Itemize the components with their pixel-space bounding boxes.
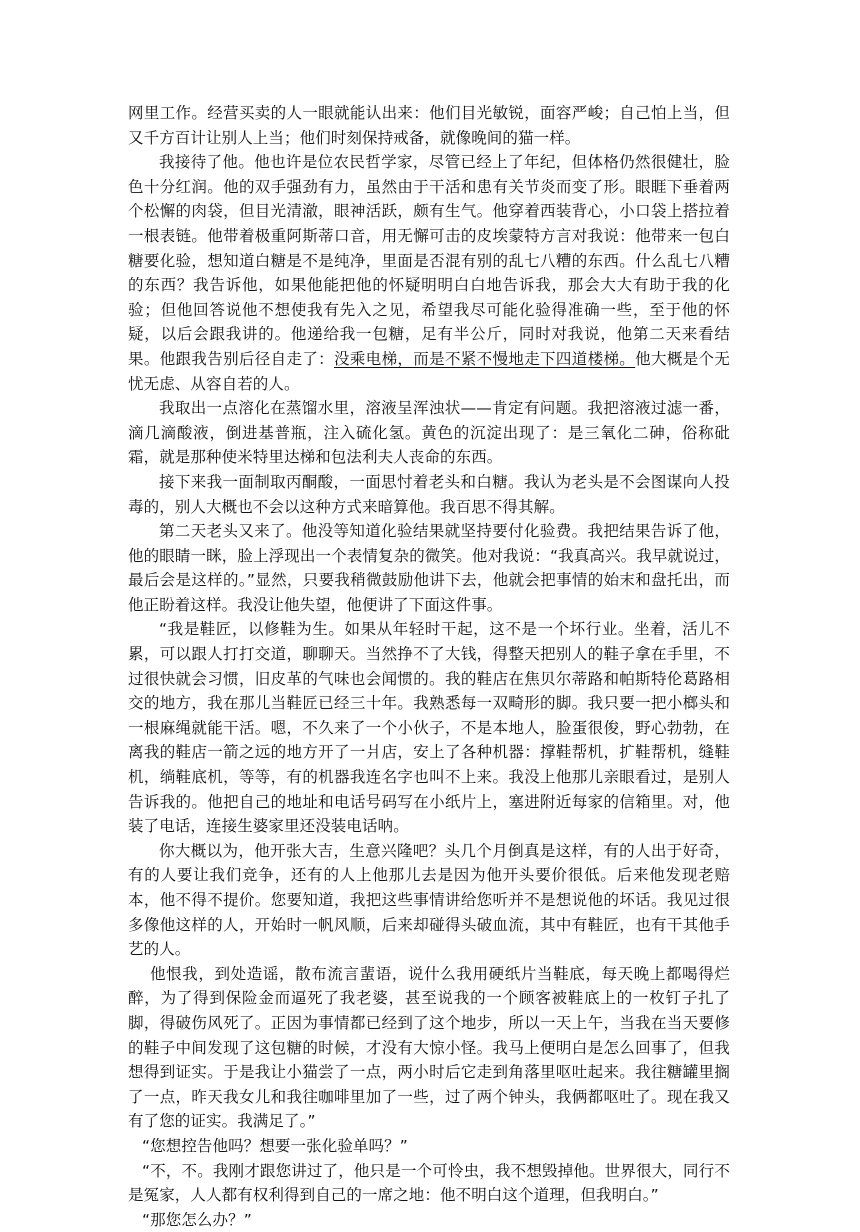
paragraph-9: “您想控告他吗？想要一张化验单吗？” — [142, 1136, 408, 1155]
paragraph-11: “那您怎么办？” — [142, 1210, 252, 1229]
paragraph-2 — [128, 150, 730, 396]
paragraph-1: 网里工作。经营买卖的人一眼就能认出来：他们目光敏锐，面容严峻；自己怕上当，但又千方百计让别人上当；他们时刻保持戒备，就像晚间的猫一样。 — [128, 104, 730, 147]
paragraph-5: 第二天老头又来了。他没等知道化验结果就坚持要付化验费。我把结果告诉了他，他的眼睛一眯，脸上浮现出一个表情复杂的微笑。他对我说：“我真高兴。我早就说过，最后会是这样的。”显然，只要我稍微鼓励他讲下去，他就会把事情的始末和盘托出，而他正盼着这样。我没让他失望，他便讲了下面这件事。 — [128, 522, 730, 614]
paragraph-4: 接下来我一面制取丙酮酸，一面思忖着老头和白糖。我认为老头是不会图谋向人投毒的，别人大概也不会以这种方式来暗算他。我百思不得其解。 — [128, 472, 730, 516]
paragraph-6: “我是鞋匠，以修鞋为生。如果从年轻时干起，这不是一个坏行业。坐着，活儿不累，可以跟人打打交道，聊聊天。当然挣不了大钱，得整天把别人的鞋子拿在手里，不过很快就会习惯，旧皮革的气味也会闻惯的。我的鞋店在焦贝尔蒂路和帕斯特伦葛路相交的地方，我在那儿当鞋匠已经三十年。我熟悉每一双畸形的脚。我只要一把小榔头和一根麻绳就能干活。嗯，不久来了一个小伙子，不是本地人，脸蛋很俊，野心勃勃，在离我的鞋店一箭之远的地方开了一爿店，安上了各种机器：撑鞋帮机，扩鞋帮机，缝鞋机，绱鞋底机，等等，有的机器我连名字也叫不上来。我没上他那儿亲眼看过，是别人告诉我的。他把自己的地址和电话号码写在小纸片上，塞进附近每家的信箱里。对，他装了电话，连接生婆家里还没装电话呐。 — [128, 620, 730, 836]
paragraph-3: 我取出一点溶化在蒸馏水里，溶液呈浑浊状——肯定有问题。我把溶液过滤一番，滴几滴酸液，倒进基普瓶，注入硫化氢。黄色的沉淀出现了：是三氧化二砷，俗称砒霜，就是那种使米特里达梯和包法利夫人丧命的东西。 — [128, 399, 730, 467]
paragraph-7: 你大概以为，他开张大吉，生意兴隆吧？头几个月倒真是这样，有的人出于好奇，有的人要让我们竞争，还有的人上他那儿去是因为他开头要价很低。后来他发现老赔本，他不得不提价。您要知道，我把这些事情讲给您听并不是想说他的坏话。我见过很多像他这样的人，开始时一帆风顺，后来却碰得头破血流，其中有鞋匠，也有干其他手艺的人。 — [128, 841, 730, 959]
paragraph-10: “不，不。我刚才跟您讲过了，他只是一个可怜虫，我不想毁掉他。世界很大，同行不是冤家，人人都有权利得到自己的一席之地：他不明白这个道理，但我明白。” — [128, 1161, 730, 1205]
paragraph-2-main: 我接待了他。他也许是位农民哲学家，尽管已经上了年纪，但体格仍然很健壮，脸色十分红润。他的双手强劲有力，虽然由于干活和患有关节炎而变了形。眼睚下垂着两个松懈的肉袋，但目光清澈，眼神活跃，颇有生气。他穿着西装背心，小口袋上搭拉着一根表链。他带着极重阿斯蒂口音，用无懈可击的皮埃蒙特方言对我说：他带来一包白糖要化验，想知道白糖是不是纯净，里面是否混有别的乱七八糟的东西。什么乱七八糟的东西？我告诉他，如果他能把他的怀疑明明白白地告诉我，那会大大有助于我的化验；但他回答说他不想使我有先入之见，希望我尽可能化验得准确一些，至于他的怀疑，以后会跟我讲的。他递给我一包糖，足有半公斤，同时对我说，他第二天来看结果。他跟我告别后径自走了： — [128, 153, 730, 368]
body-text — [128, 101, 730, 1232]
paragraph-2-tail: 他大概是个无忧无虑、从容自若的人。 — [128, 349, 730, 393]
paragraph-8: 他恨我，到处造谣，散布流言蜚语，说什么我用硬纸片当鞋底，每天晚上都喝得烂醉，为了得到保险金而逼死了我老婆，甚至说我的一个顾客被鞋底上的一枚钉子扎了脚，得破伤风死了。正因为事情都已经到了这个地步，所以一天上午，当我在当天要修的鞋子中间发现了这包糖的时候，才没有大惊小怪。我马上便明白是怎么回事了，但我想得到证实。于是我让小猫尝了一点，两小时后它走到角落里呕吐起来。我往糖罐里搁了一点，昨天我女儿和我往咖啡里加了一些，过了两个钟头，我俩都呕吐了。现在我又有了您的证实。我满足了。” — [128, 964, 730, 1131]
paragraph-2-underlined: 没乘电梯，而是不紧不慢地走下四道楼梯。 — [334, 349, 636, 368]
